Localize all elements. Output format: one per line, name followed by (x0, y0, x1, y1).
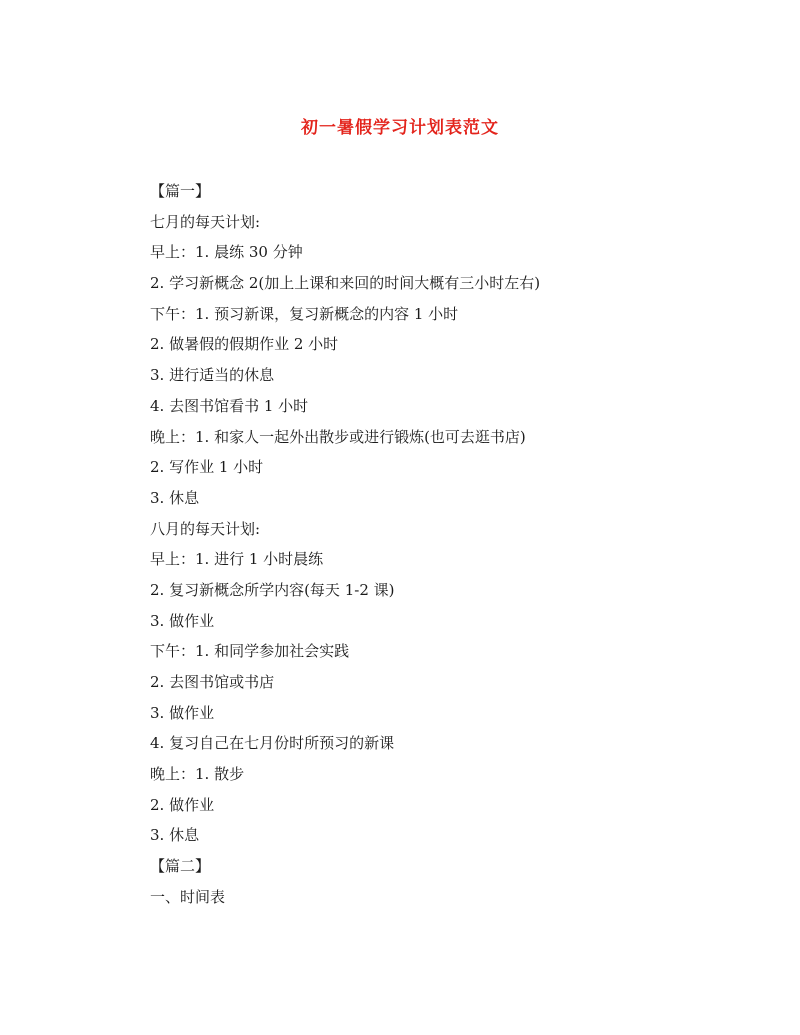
text-line: 下午：1. 和同学参加社会实践 (150, 642, 350, 661)
text-line: 3. 进行适当的休息 (150, 366, 275, 385)
schedule-heading: 一、时间表 (150, 887, 226, 906)
text-line: 晚上：1. 散步 (150, 765, 245, 784)
text-line: 2. 写作业 1 小时 (150, 458, 264, 477)
august-plan-heading: 八月的每天计划: (150, 519, 261, 538)
text-line: 2. 做暑假的假期作业 2 小时 (150, 335, 339, 354)
document-title: 初一暑假学习计划表范文 (301, 118, 499, 138)
document-body (150, 180, 650, 917)
text-line: 3. 休息 (150, 488, 200, 507)
section-heading-1: 【篇一】 (150, 182, 211, 200)
text-line: 4. 复习自己在七月份时所预习的新课 (150, 734, 395, 753)
text-line: 3. 做作业 (150, 611, 215, 630)
text-line: 2. 复习新概念所学内容(每天 1-2 课) (150, 580, 395, 599)
text-line: 晚上：1. 和家人一起外出散步或进行锻炼(也可去逛书店) (150, 427, 526, 446)
text-line: 3. 做作业 (150, 703, 215, 722)
july-plan-heading: 七月的每天计划: (150, 212, 261, 231)
text-line: 早上：1. 进行 1 小时晨练 (150, 550, 324, 569)
text-line: 3. 休息 (150, 826, 200, 845)
text-line: 2. 学习新概念 2(加上上课和来回的时间大概有三小时左右) (150, 274, 541, 293)
text-line: 2. 去图书馆或书店 (150, 673, 275, 691)
text-line: 4. 去图书馆看书 1 小时 (150, 396, 309, 415)
section-heading-2: 【篇二】 (150, 857, 211, 876)
text-line: 早上：1. 晨练 30 分钟 (150, 243, 303, 262)
text-line: 下午：1. 预习新课，复习新概念的内容 1 小时 (150, 304, 459, 323)
text-line: 2. 做作业 (150, 795, 215, 814)
